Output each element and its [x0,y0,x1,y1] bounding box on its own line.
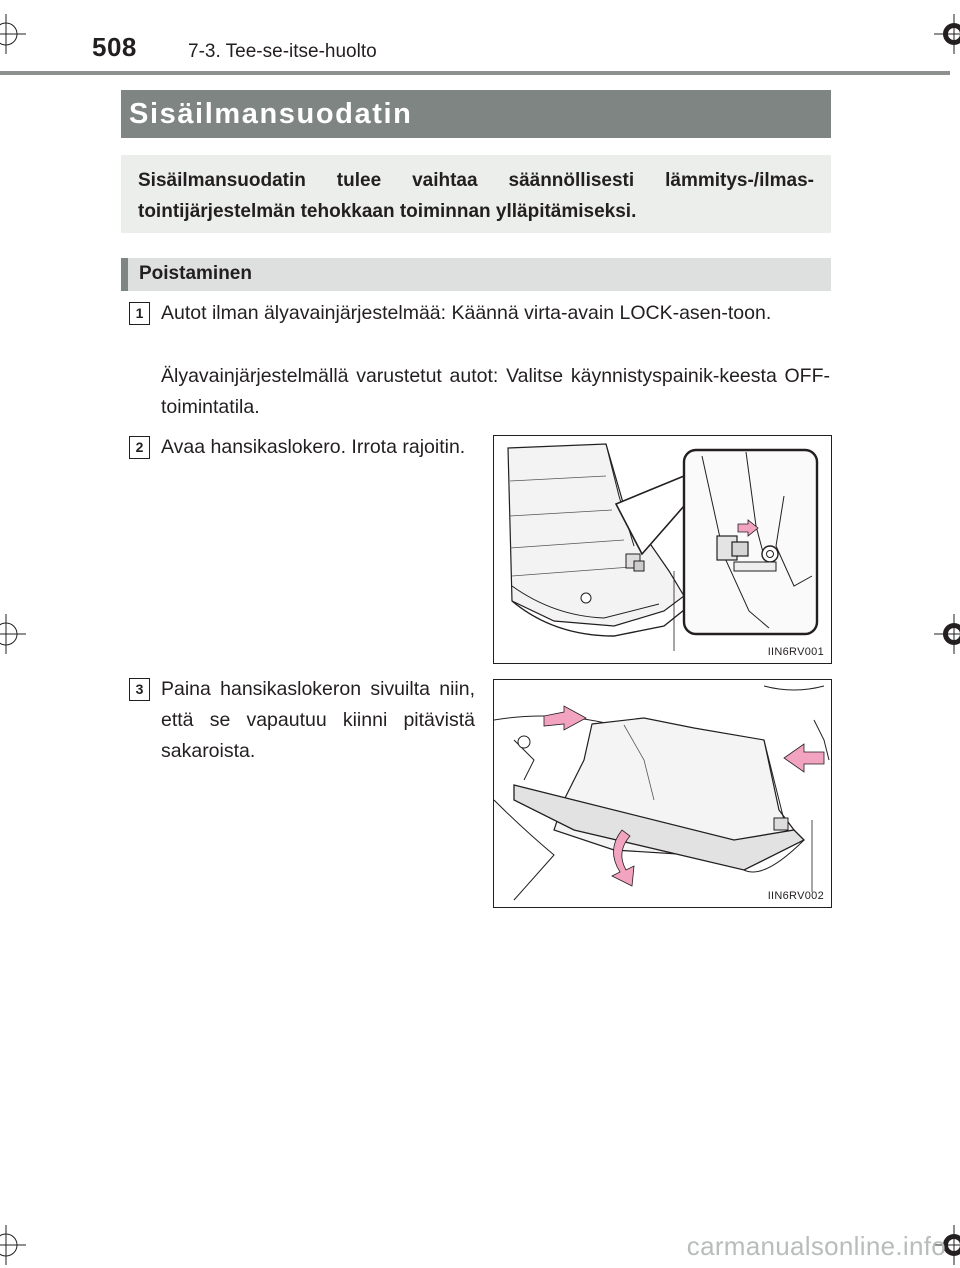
subsection-title: Poistaminen [139,263,252,284]
figure-label-1: IIN6RV001 [767,646,824,658]
intro-text: Sisäilmansuodatin tulee vaihtaa säännöllisesti lämmitys-/ilmas-tointijärjestelmän tehokkaan toiminnan ylläpitämiseksi. [138,170,814,222]
glovebox-restrainer-illustration [494,436,831,663]
step-number-2: 2 [129,436,150,459]
step-3-paragraph: Paina hansikaslokeron sivuilta niin, että se vapautuu kiinni pitävistä sakaroista. [161,678,475,762]
crop-mark-left-middle-icon [0,614,26,654]
step-1-paragraph-1: Autot ilman älyavainjärjestelmää: Käännä virta-avain LOCK-asen-toon. [161,302,772,324]
watermark: carmanualsonline.info [686,1231,946,1261]
step-number-1: 1 [129,302,150,325]
crop-mark-top-right-icon [934,14,960,54]
step-2-paragraph: Avaa hansikaslokero. Irrota rajoitin. [161,436,466,458]
page-title: Sisäilmansuodatin [129,98,413,130]
page-number: 508 [92,32,137,62]
step-number-3: 3 [129,678,150,701]
figure-glovebox-restrainer [493,435,832,664]
step-1-paragraph-2: Älyavainjärjestelmällä varustetut autot: Valitse käynnistyspainik-keesta OFF-toimintatila. [161,365,830,418]
crop-mark-bottom-left-icon [0,1225,26,1265]
figure-glovebox-release [493,679,832,908]
subsection-accent [121,258,128,291]
crop-mark-top-left-icon [0,14,26,54]
section-title: 7-3. Tee-se-itse-huolto [188,41,377,62]
figure-label-2: IIN6RV002 [767,890,824,902]
header-rule [0,71,950,75]
glovebox-release-illustration [494,680,831,907]
crop-mark-right-middle-icon [934,614,960,654]
